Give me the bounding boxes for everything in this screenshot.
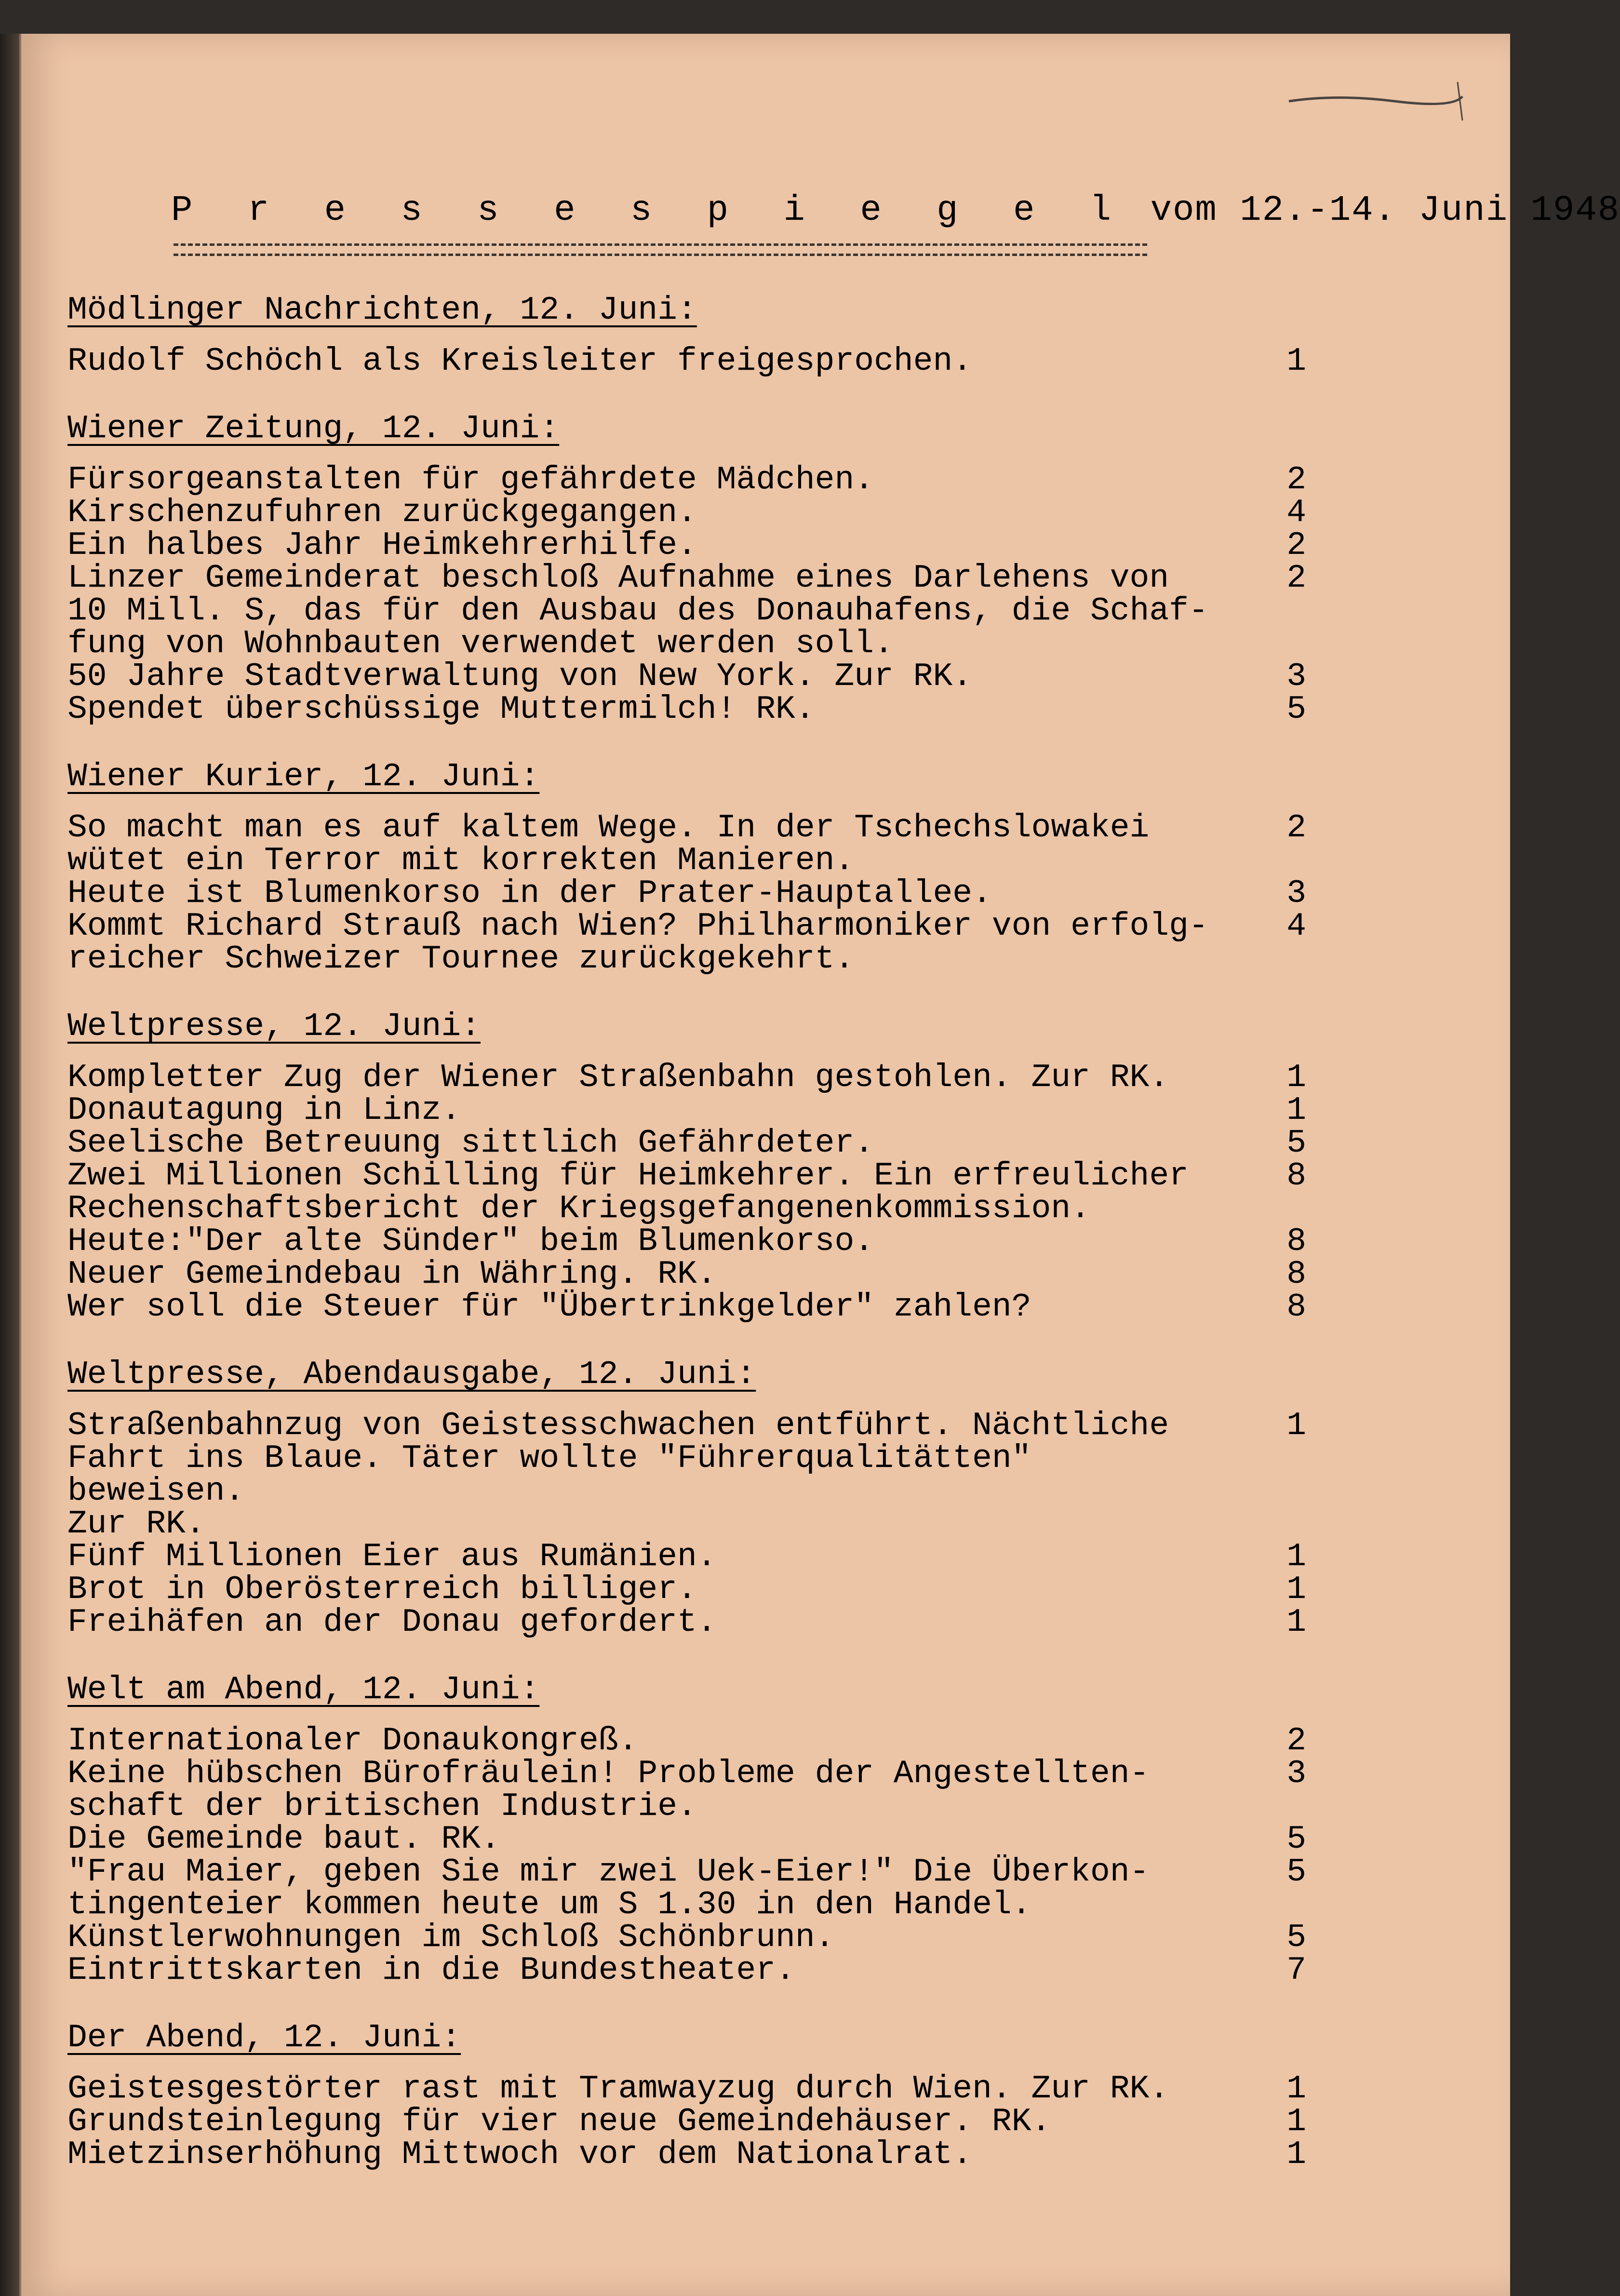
press-section: [67, 2019, 1321, 2173]
headline-text: Ein halbes Jahr Heimkehrerhilfe.: [67, 527, 697, 564]
headline-entry: [67, 1157, 1321, 1227]
section-title: Weltpresse, 12. Juni:: [67, 1008, 481, 1045]
page-number: 1: [1286, 2136, 1306, 2173]
headline-text: Mietzinserhöhung Mittwoch vor dem Nationalrat.: [67, 2136, 973, 2173]
headline-entry: [67, 1954, 1321, 1987]
page-number: 8: [1286, 1256, 1306, 1293]
headline-entry: [67, 2138, 1321, 2171]
page-number: 5: [1286, 1919, 1306, 1956]
page-number: 7: [1286, 1952, 1306, 1989]
page-number: 5: [1286, 1821, 1306, 1858]
headline-entry: [67, 877, 1321, 910]
section-title: Mödlinger Nachrichten, 12. Juni:: [67, 292, 697, 329]
headline-entry: [67, 461, 1321, 498]
page-number: 1: [1286, 1407, 1306, 1444]
headline-entry: [67, 2070, 1321, 2108]
section-title: Weltpresse, Abendausgabe, 12. Juni:: [67, 1356, 756, 1393]
headline-text: Heute ist Blumenkorso in der Prater-Hauptallee.: [67, 875, 992, 912]
headline-entry: [67, 809, 1321, 879]
headline-text: Kommt Richard Strauß nach Wien? Philharmoniker von erfolg- reicher Schweizer Tournee zurückgekehrt.: [67, 908, 1208, 978]
press-section: [67, 1358, 1321, 1639]
page-number: 2: [1286, 809, 1306, 846]
page-title: [171, 190, 1620, 231]
headline-text: Kirschenzufuhren zurückgegangen.: [67, 494, 697, 531]
headline-entry: [67, 693, 1321, 726]
headline-entry: [67, 1853, 1321, 1923]
pencil-stroke-mark: [1279, 67, 1472, 125]
page-number: 2: [1286, 1722, 1306, 1759]
headline-text: Eintrittskarten in die Bundestheater.: [67, 1952, 795, 1989]
page-number: 5: [1286, 1853, 1306, 1891]
headline-text: Zwei Millionen Schilling für Heimkehrer. Ein erfreulicher Rechenschaftsbericht der Kriegsgefangenenkommission.: [67, 1157, 1189, 1227]
headline-text: Donautagung in Linz.: [67, 1092, 461, 1129]
headline-text: Künstlerwohnungen im Schloß Schönbrunn.: [67, 1919, 835, 1956]
page-number: 4: [1286, 494, 1306, 531]
headline-entry: [67, 1722, 1321, 1759]
section-title: Wiener Zeitung, 12. Juni:: [67, 410, 560, 447]
headline-text: Internationaler Donaukongreß.: [67, 1722, 638, 1759]
headline-entry: [67, 1225, 1321, 1258]
headline-entry: [67, 1258, 1321, 1291]
headline-text: So macht man es auf kaltem Wege. In der Tschechslowakei wütet ein Terror mit korrekten Manieren.: [67, 809, 1150, 879]
headline-entry: [67, 1407, 1321, 1543]
headline-entry: [67, 1755, 1321, 1825]
page-number: 8: [1286, 1289, 1306, 1326]
page-number: 1: [1286, 1604, 1306, 1641]
headline-entry: [67, 494, 1321, 531]
headline-text: Keine hübschen Bürofräulein! Probleme der Angestellten- schaft der britischen Industrie.: [67, 1755, 1150, 1825]
section-title: Welt am Abend, 12. Juni:: [67, 1671, 540, 1708]
headline-entry: [67, 1127, 1321, 1160]
section-title: Der Abend, 12. Juni:: [67, 2019, 461, 2056]
press-section: [67, 1671, 1321, 1989]
page-title-date: vom 12.-14. Juni 1948: [1128, 190, 1620, 231]
section-title: Wiener Kurier, 12. Juni:: [67, 758, 540, 795]
headline-text: Brot in Oberösterreich billiger.: [67, 1571, 697, 1608]
headline-entry: [67, 2103, 1321, 2140]
page-number: 1: [1286, 1092, 1306, 1129]
headline-text: Geistesgestörter rast mit Tramwayzug durch Wien. Zur RK.: [67, 2070, 1169, 2108]
headline-text: Neuer Gemeindebau in Währing. RK.: [67, 1256, 717, 1293]
headline-entry: [67, 1606, 1321, 1639]
page-number: 5: [1286, 1125, 1306, 1162]
headline-entry: [67, 1538, 1321, 1575]
press-section: [67, 294, 1321, 378]
headline-entry: [67, 345, 1321, 378]
page-number: 2: [1286, 527, 1306, 564]
headline-text: 50 Jahre Stadtverwaltung von New York. Zur RK.: [67, 658, 973, 695]
page-number: 1: [1286, 1571, 1306, 1608]
page-number: 1: [1286, 1538, 1306, 1575]
page-number: 2: [1286, 461, 1306, 498]
page-number: 1: [1286, 2070, 1306, 2108]
page-number: 1: [1286, 1059, 1306, 1096]
headline-entry: [67, 910, 1321, 976]
page-number: 8: [1286, 1157, 1306, 1195]
page-number: 4: [1286, 908, 1306, 945]
press-section: [67, 1010, 1321, 1324]
press-section: [67, 410, 1321, 728]
headline-text: Die Gemeinde baut. RK.: [67, 1821, 500, 1858]
headline-text: Fünf Millionen Eier aus Rumänien.: [67, 1538, 717, 1575]
headline-text: Freihäfen an der Donau gefordert.: [67, 1604, 717, 1641]
headline-entry: [67, 1061, 1321, 1094]
headline-text: Heute:"Der alte Sünder" beim Blumenkorso.: [67, 1223, 874, 1260]
page-number: 3: [1286, 1755, 1306, 1792]
page-number: 1: [1286, 2103, 1306, 2140]
headline-entry: [67, 529, 1321, 562]
headline-text: Fürsorgeanstalten für gefährdete Mädchen.: [67, 461, 874, 498]
page-number: 8: [1286, 1223, 1306, 1260]
page-number: 5: [1286, 691, 1306, 728]
title-double-underline: [174, 243, 1147, 256]
page-number: 3: [1286, 658, 1306, 695]
page-number: 3: [1286, 875, 1306, 912]
headline-entry: [67, 1921, 1321, 1954]
headline-text: Linzer Gemeinderat beschloß Aufnahme eines Darlehens von 10 Mill. S, das für den Ausbau des Donauhafens, die Schaf- fung von Wohnbauten verwendet werden soll.: [67, 560, 1208, 662]
headline-text: Seelische Betreuung sittlich Gefährdeter.: [67, 1125, 874, 1162]
headline-text: Straßenbahnzug von Geistesschwachen entführt. Nächtliche Fahrt ins Blaue. Täter wollte "Führerqualitätten" beweisen. Zur RK.: [67, 1407, 1169, 1543]
page-title-spaced: P r e s s e s p i e g e l: [171, 190, 1128, 231]
headline-text: Kompletter Zug der Wiener Straßenbahn gestohlen. Zur RK.: [67, 1059, 1169, 1096]
press-section: [67, 758, 1321, 978]
headline-text: Grundsteinlegung für vier neue Gemeindehäuser. RK.: [67, 2103, 1051, 2140]
headline-text: Rudolf Schöchl als Kreisleiter freigesprochen.: [67, 343, 973, 380]
headline-text: Wer soll die Steuer für "Übertrinkgelder" zahlen?: [67, 1289, 1031, 1326]
headline-entry: [67, 1094, 1321, 1127]
headline-text: Spendet überschüssige Muttermilch! RK.: [67, 691, 815, 728]
page-number: 1: [1286, 343, 1306, 380]
page-number: 2: [1286, 560, 1306, 597]
headline-entry: [67, 1573, 1321, 1606]
press-review-list: [67, 294, 1321, 2206]
headline-entry: [67, 1823, 1321, 1856]
headline-entry: [67, 562, 1321, 660]
headline-entry: [67, 660, 1321, 693]
headline-text: "Frau Maier, geben Sie mir zwei Uek-Eier!" Die Überkon- tingenteier kommen heute um S 1.30 in den Handel.: [67, 1853, 1150, 1923]
headline-entry: [67, 1291, 1321, 1324]
